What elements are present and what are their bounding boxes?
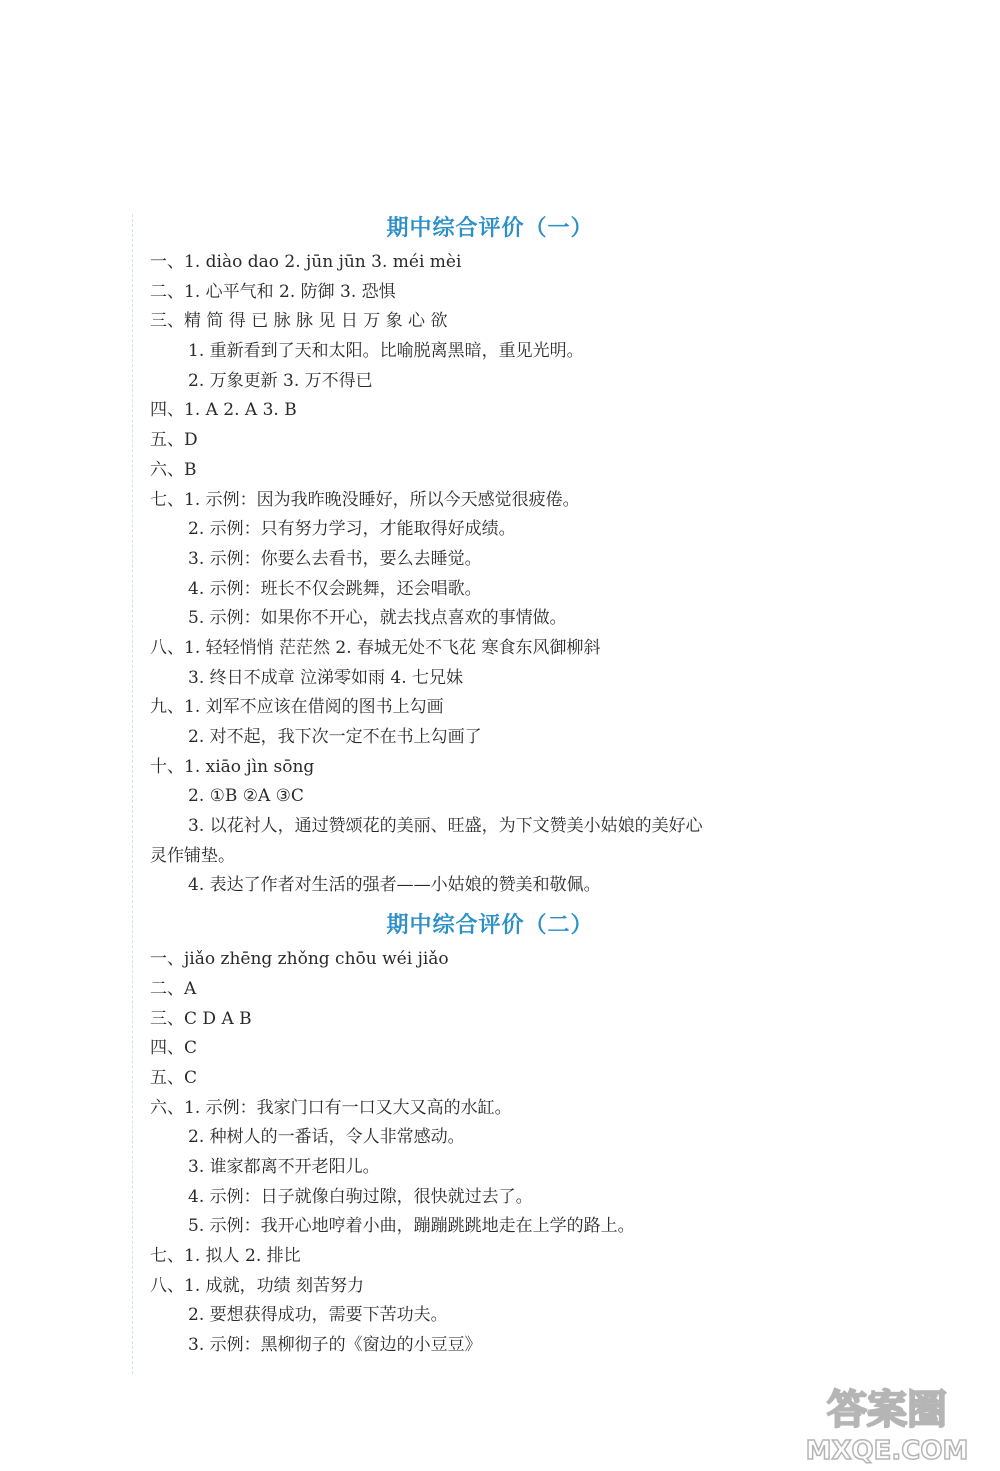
- answer-line: 四、C: [150, 1038, 198, 1059]
- answer-line: 3. 以花衬人，通过赞颂花的美丽、旺盛，为下文赞美小姑娘的美好心: [188, 816, 703, 837]
- answer-line: 五、C: [150, 1067, 198, 1088]
- answer-page: [150, 210, 830, 1361]
- answer-line: 3. 谁家都离不开老阳儿。: [188, 1156, 380, 1177]
- answer-line: 十、1. xiāo jìn sōng: [150, 756, 315, 777]
- answer-line: 2. 种树人的一番话，令人非常感动。: [188, 1127, 465, 1148]
- answer-line: 九、1. 刘军不应该在借阅的图书上勾画: [150, 697, 444, 718]
- answer-line: 4. 表达了作者对生活的强者——小姑娘的赞美和敬佩。: [188, 875, 601, 896]
- answer-line: 二、A: [150, 978, 197, 999]
- watermark-top: 答案圈: [827, 1387, 947, 1433]
- answer-line: 四、1. A 2. A 3. B: [150, 400, 297, 421]
- answer-line: 一、1. diào dao 2. jūn jūn 3. méi mèi: [150, 252, 462, 272]
- answer-line: 八、1. 成就，功绩 刻苦努力: [150, 1275, 365, 1296]
- answer-line: 5. 示例：如果你不开心，就去找点喜欢的事情做。: [188, 608, 567, 629]
- answer-line: 3. 终日不成章 泣涕零如雨 4. 七兄妹: [188, 667, 464, 688]
- answer-line: 4. 示例：班长不仅会跳舞，还会唱歌。: [188, 578, 482, 599]
- answer-line: 一、jiǎo zhēng zhǒng chōu wéi jiǎo: [150, 949, 449, 970]
- answer-line: 2. 要想获得成功，需要下苦功夫。: [188, 1305, 448, 1326]
- answer-line: 2. ①B ②A ③C: [188, 786, 304, 807]
- section-title: 期中综合评价（二）: [386, 913, 594, 939]
- answer-line: 4. 示例：日子就像白驹过隙，很快就过去了。: [188, 1186, 533, 1207]
- answer-line: 灵作铺垫。: [150, 845, 235, 866]
- answer-line: 六、B: [150, 459, 197, 480]
- answer-line: 2. 万象更新 3. 万不得已: [188, 370, 373, 391]
- section-title: 期中综合评价（一）: [386, 216, 594, 241]
- answer-line: 八、1. 轻轻悄悄 茫茫然 2. 春城无处不飞花 寒食东风御柳斜: [150, 637, 601, 658]
- answer-line: 七、1. 示例：因为我昨晚没睡好，所以今天感觉很疲倦。: [150, 489, 580, 510]
- margin-dashed-line: [132, 214, 133, 1374]
- watermark-bottom: MXQE.COM: [805, 1436, 969, 1465]
- answer-line: 5. 示例：我开心地哼着小曲，蹦蹦跳跳地走在上学的路上。: [188, 1216, 635, 1237]
- answer-line: 七、1. 拟人 2. 排比: [150, 1246, 301, 1266]
- answer-line: 3. 示例：你要么去看书，要么去睡觉。: [188, 548, 482, 569]
- answer-line: 二、1. 心平气和 2. 防御 3. 恐惧: [150, 281, 396, 302]
- answer-line: 2. 示例：只有努力学习，才能取得好成绩。: [188, 519, 516, 540]
- answer-line: 3. 示例：黑柳彻子的《窗边的小豆豆》: [188, 1335, 482, 1356]
- answer-line: 六、1. 示例：我家门口有一口又大又高的水缸。: [150, 1097, 512, 1118]
- answer-line: 三、C D A B: [150, 1008, 252, 1029]
- answer-line: 三、精 简 得 已 脉 脉 见 日 万 象 心 欲: [150, 311, 448, 332]
- answer-line: 2. 对不起，我下次一定不在书上勾画了: [188, 727, 482, 747]
- answer-line: 1. 重新看到了天和太阳。比喻脱离黑暗，重见光明。: [188, 341, 584, 362]
- watermark-logo: [792, 1375, 982, 1465]
- answer-line: 五、D: [150, 430, 198, 451]
